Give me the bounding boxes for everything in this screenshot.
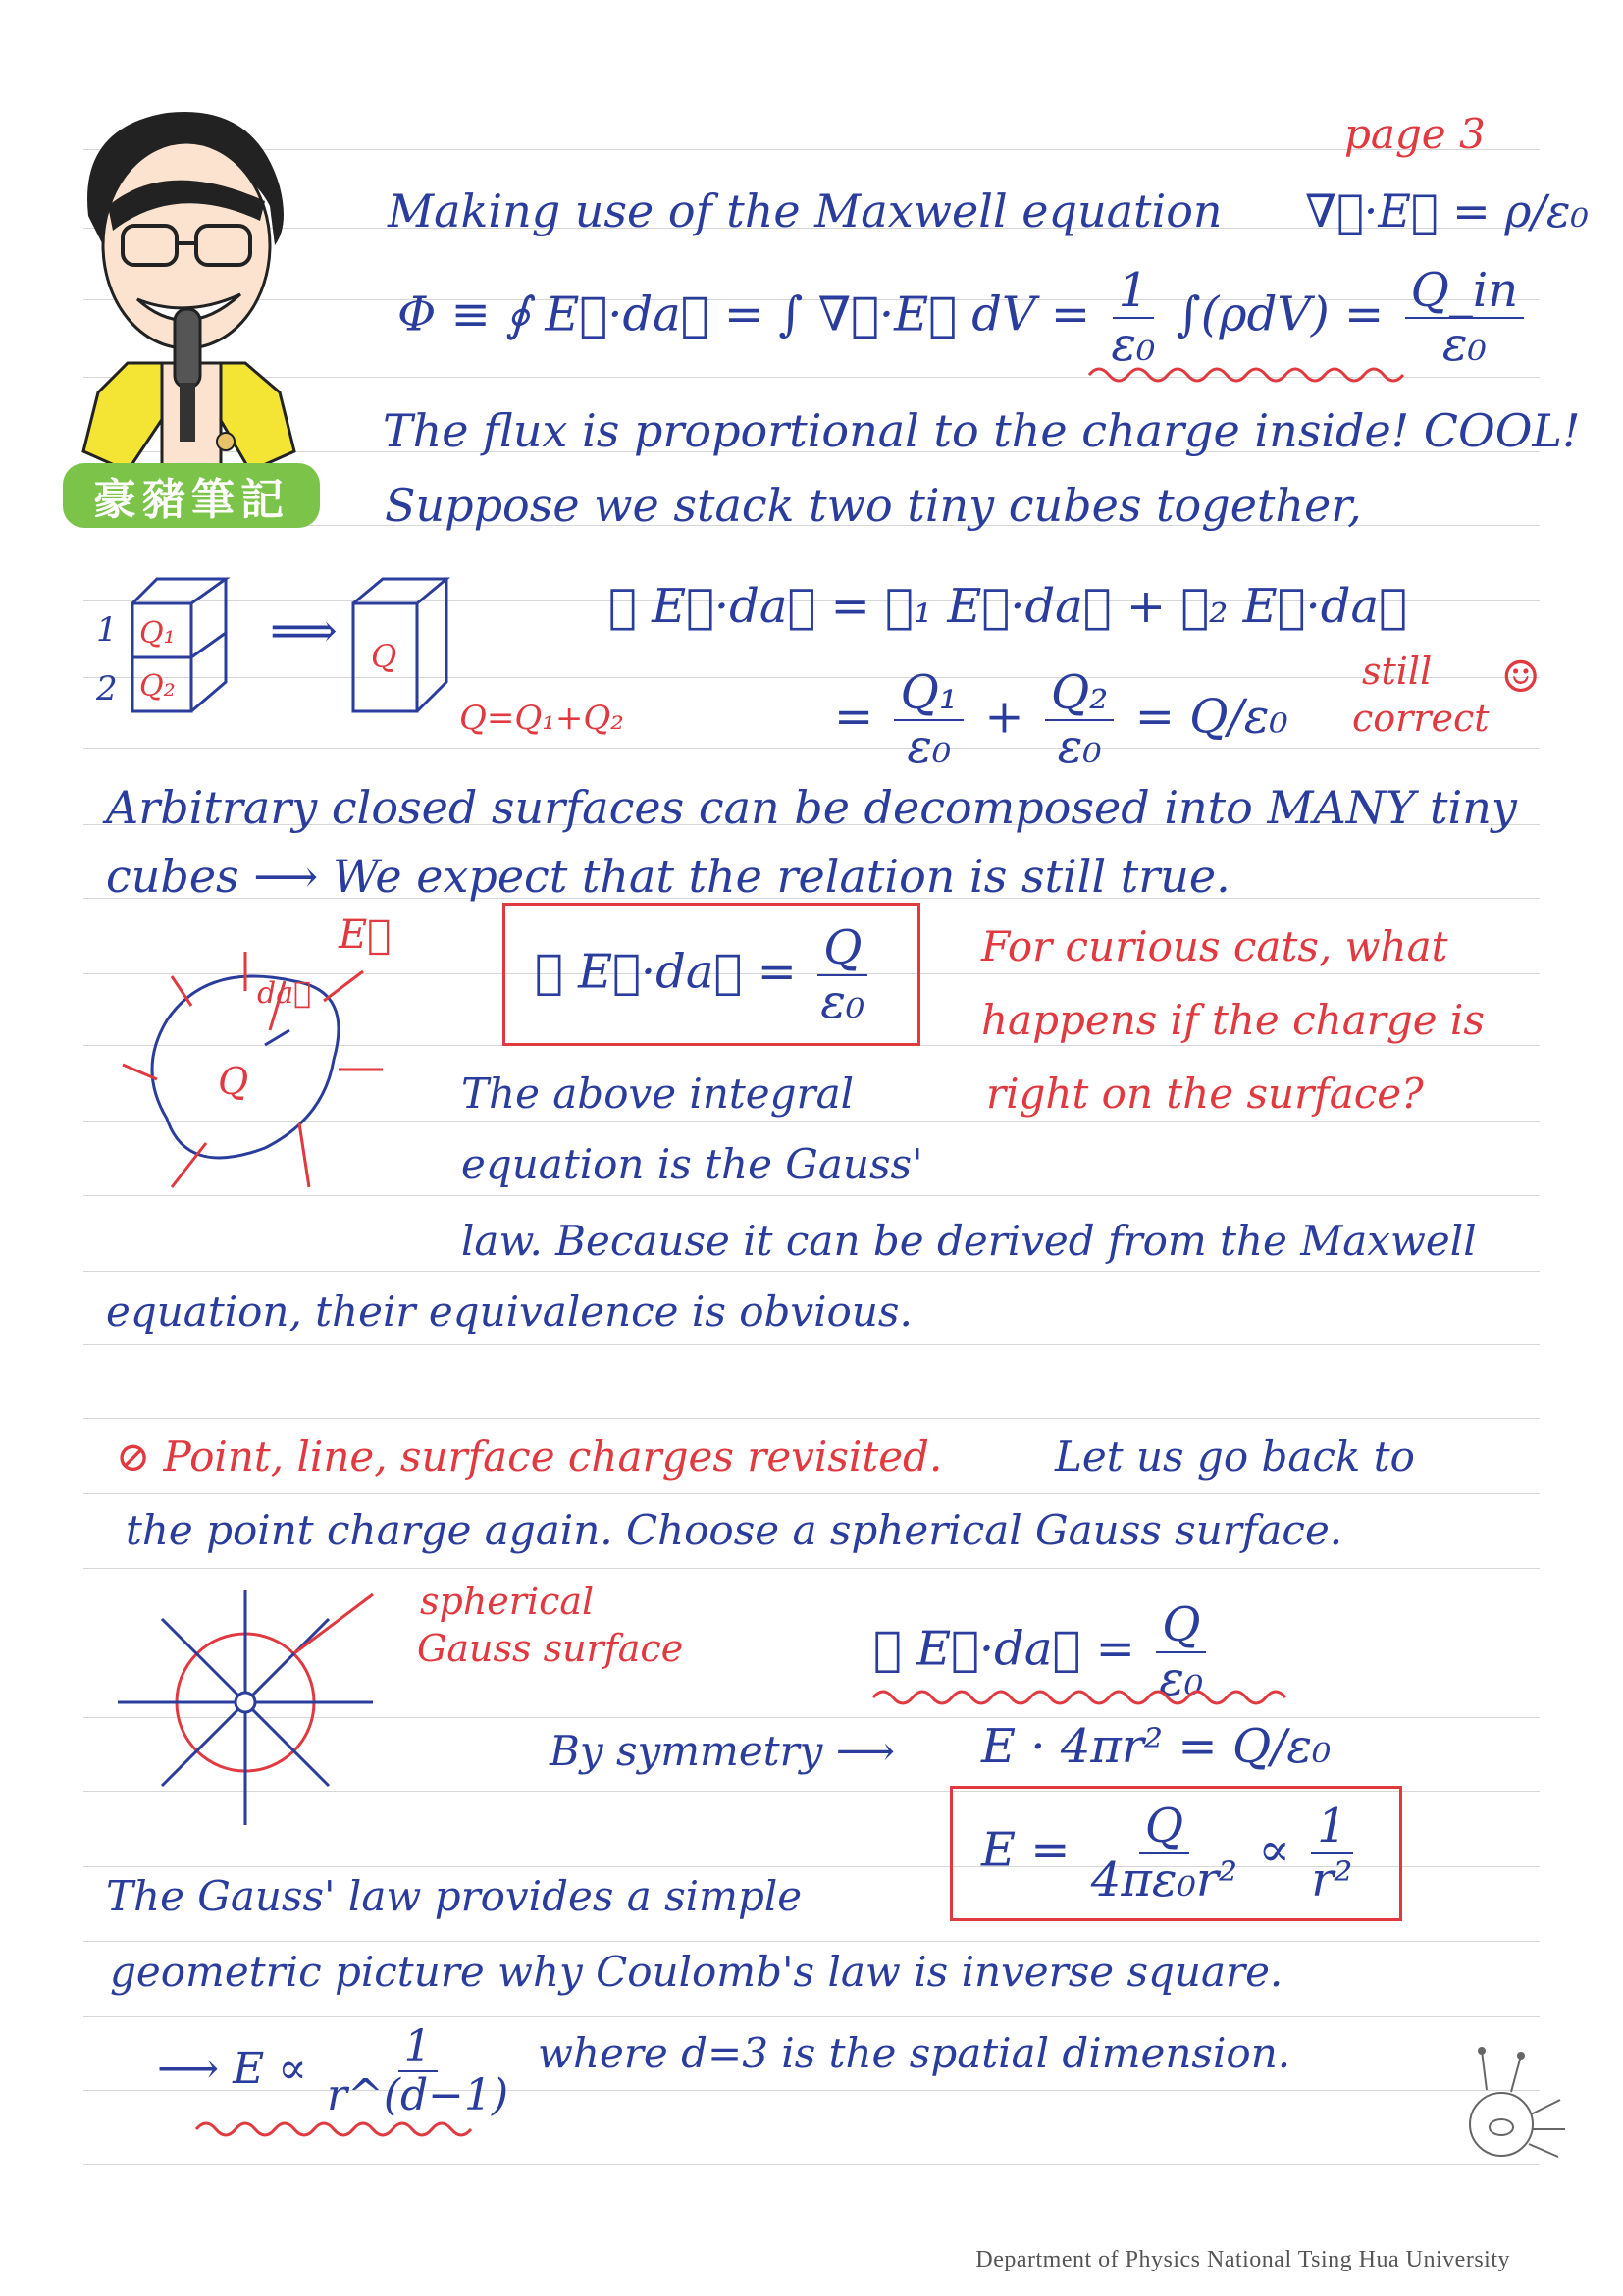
- cube-arrow: ⟹: [270, 603, 338, 658]
- da-label: da⃗: [257, 976, 312, 1011]
- page-label: page 3: [1344, 110, 1486, 158]
- flux-mid-tail: ∫(ρdV) =: [1176, 287, 1385, 342]
- flux-mid-fraction: [1111, 265, 1155, 371]
- flux-rhs-num: Q_in: [1405, 265, 1525, 319]
- porcupine-doodle-icon: [1442, 2041, 1570, 2168]
- cube-label-2: 2: [96, 669, 118, 708]
- spherical-label-1: spherical: [420, 1580, 595, 1623]
- text-point-charge: the point charge again. Choose a spherical Gauss surface.: [126, 1506, 1343, 1554]
- sph-gauss-num: Q: [1156, 1599, 1206, 1653]
- flux-rhs-den: ε₀: [1441, 316, 1487, 372]
- sum-d2: ε₀: [1057, 718, 1102, 774]
- dim-den: r^(d−1): [326, 2070, 509, 2121]
- wavy-underline-2: [873, 1688, 1305, 1707]
- note-still: still: [1362, 650, 1433, 693]
- text-suppose: Suppose we stack two tiny cubes together,: [385, 479, 1362, 532]
- text-gauss-simple: The Gauss' law provides a simple: [106, 1872, 803, 1920]
- curious-line-1: For curious cats, what: [981, 922, 1448, 970]
- spherical-gauss-diagram: [108, 1580, 402, 1835]
- footer-department: Department of Physics National Tsing Hua University: [975, 2247, 1510, 2272]
- wavy-underline-3: [196, 2119, 491, 2139]
- text-geometric-picture: geometric picture why Coulomb's law is inverse square.: [110, 1948, 1283, 1996]
- cube-q-label: Q: [371, 638, 397, 675]
- sph-gauss-den: ε₀: [1159, 1650, 1204, 1706]
- sum-frac-1: [894, 667, 964, 773]
- text-flux-proportional: The flux is proportional to the charge inside! COOL!: [383, 404, 1581, 457]
- curious-line-2: happens if the charge is: [981, 996, 1485, 1044]
- logo-badge: [63, 463, 320, 528]
- e-field-label: E⃗: [339, 913, 392, 958]
- enclosed-q-label: Q: [218, 1060, 249, 1103]
- dim-lhs: ⟶ E ∝: [157, 2043, 307, 2094]
- sum-d1: ε₀: [907, 718, 952, 774]
- text-equation-gauss: equation is the Gauss': [461, 1140, 923, 1188]
- coulomb-frac-1: [1091, 1800, 1237, 1906]
- text-cubes-expect: cubes ⟶ We expect that the relation is still true.: [106, 850, 1230, 903]
- flux-equation: [397, 265, 1530, 371]
- cartoon-author-avatar: [59, 98, 334, 520]
- cube-label-1: 1: [96, 610, 118, 650]
- text-spatial-dimension: where d=3 is the spatial dimension.: [538, 2029, 1291, 2077]
- coulomb-equation: [981, 1800, 1359, 1906]
- sum-tail: = Q/ε₀: [1134, 689, 1288, 745]
- flux-lhs: Φ ≡ ∮ E⃗·da⃗ = ∫ ∇⃗·E⃗ dV =: [397, 287, 1091, 342]
- flux-mid-num: 1: [1113, 265, 1155, 319]
- sum-n2: Q₂: [1045, 667, 1115, 721]
- gauss-num: Q: [817, 922, 867, 976]
- sum-n1: Q₁: [894, 667, 964, 721]
- heading-go-back: Let us go back to: [1055, 1433, 1415, 1481]
- dim-fraction: [327, 2023, 508, 2120]
- coulomb-den2: r²: [1311, 1852, 1353, 1907]
- coulomb-lhs: E =: [981, 1822, 1071, 1878]
- flux-sum-equation: ∮ E⃗·da⃗ = ∮₁ E⃗·da⃗ + ∮₂ E⃗·da⃗: [608, 579, 1407, 634]
- coulomb-num: Q: [1139, 1800, 1189, 1854]
- flux-sum-result: [834, 667, 1288, 773]
- coulomb-prop: ∝: [1258, 1822, 1290, 1878]
- flux-rhs-fraction: [1405, 265, 1525, 371]
- spherical-label-2: Gauss surface: [417, 1627, 684, 1670]
- dim-num: 1: [398, 2023, 438, 2072]
- text-by-symmetry: By symmetry ⟶: [550, 1727, 895, 1775]
- text-equivalence: equation, their equivalence is obvious.: [106, 1287, 913, 1335]
- sum-frac-2: [1045, 667, 1115, 773]
- gauss-lhs: ∮ E⃗·da⃗ =: [535, 944, 797, 1000]
- curious-line-3: right on the surface?: [986, 1070, 1424, 1118]
- cube-sum-label: Q=Q₁+Q₂: [459, 699, 624, 738]
- wavy-underline-1: [1089, 365, 1413, 385]
- text-arbitrary-surfaces: Arbitrary closed surfaces can be decomposed into MANY tiny: [106, 781, 1517, 834]
- coulomb-den: 4πε₀r²: [1090, 1852, 1238, 1907]
- text-maxwell-intro: Making use of the Maxwell equation: [388, 184, 1223, 237]
- gauss-den: ε₀: [820, 973, 865, 1029]
- coulomb-num2: 1: [1311, 1800, 1353, 1854]
- flux-mid-den: ε₀: [1111, 316, 1156, 372]
- note-correct: correct: [1352, 697, 1490, 740]
- gauss-fraction: [817, 922, 867, 1028]
- dimension-relation: [157, 2023, 514, 2120]
- maxwell-equation: ∇⃗·E⃗ = ρ/ε₀: [1305, 184, 1589, 237]
- text-law-because: law. Because it can be derived from the Maxwell: [461, 1217, 1477, 1265]
- coulomb-frac-2: [1311, 1800, 1353, 1906]
- sum-eq-sign: =: [834, 689, 874, 745]
- text-above-integral: The above integral: [461, 1070, 855, 1118]
- cube-q1-label: Q₁: [139, 616, 176, 651]
- heading-charges-revisited: ⊘ Point, line, surface charges revisited.: [116, 1433, 943, 1481]
- sph-gauss-lhs: ∮ E⃗·da⃗ =: [873, 1621, 1135, 1677]
- cube-q2-label: Q₂: [139, 669, 176, 704]
- logo-text: 豪豬筆記: [93, 475, 289, 525]
- smiley-icon: ☺: [1501, 652, 1541, 703]
- sum-plus: +: [984, 689, 1024, 745]
- symmetry-equation: E · 4πr² = Q/ε₀: [981, 1719, 1332, 1774]
- closed-surface-diagram: [98, 922, 412, 1217]
- gauss-law-equation: [535, 922, 873, 1028]
